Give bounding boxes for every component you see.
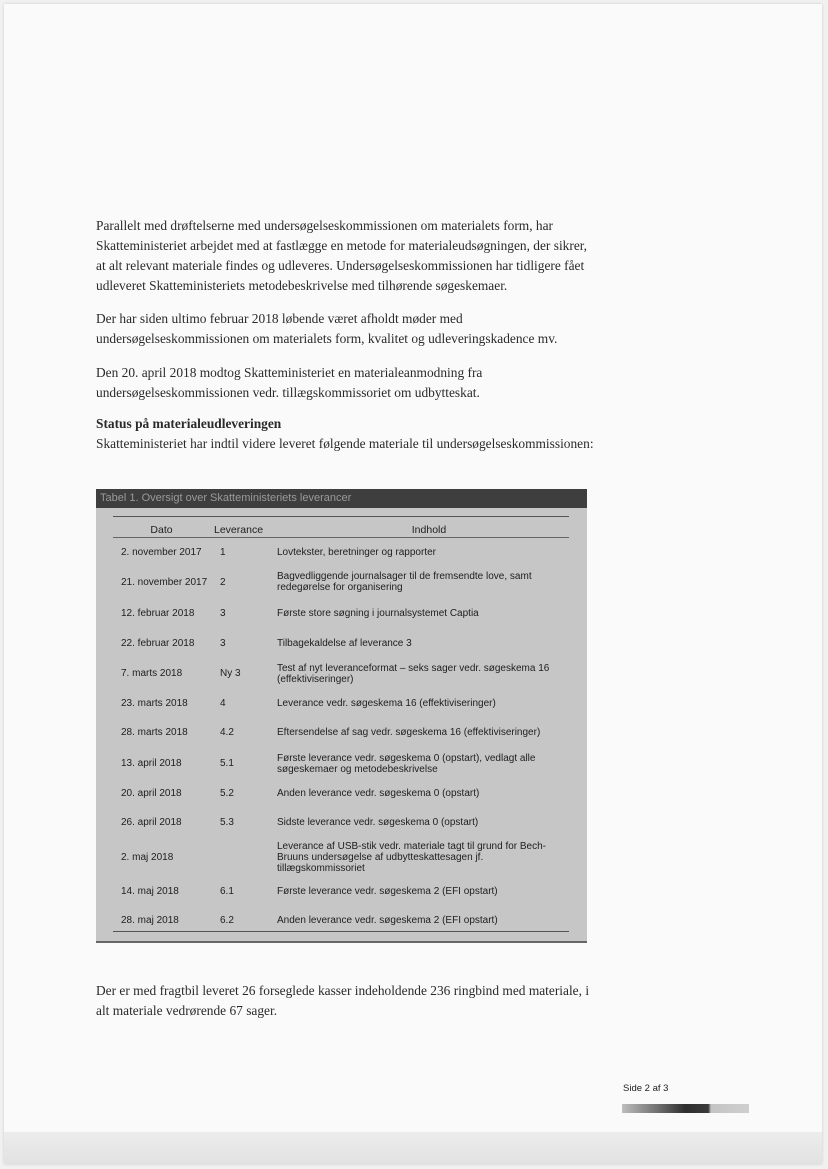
table-row [113, 837, 569, 877]
cell-content: Første store søgning i journalsystemet Captia [277, 607, 479, 619]
cell-date: 12. februar 2018 [121, 607, 195, 619]
cell-date: 13. april 2018 [121, 758, 182, 769]
table-row [113, 717, 569, 748]
paragraph-leveret: Skatteministeriet har indtil videre leveret følgende materiale til undersøgelseskommissionen: [96, 436, 594, 451]
cell-date: 2. november 2017 [121, 546, 202, 558]
cell-content: Første leverance vedr. søgeskema 0 (opstart), vedlagt alle søgeskemaer og metodebeskrivelse [277, 752, 536, 775]
document-page [4, 4, 822, 1164]
cell-content: Lovtekster, beretninger og rapporter [277, 546, 436, 558]
paragraph-materialeanmodning: Den 20. april 2018 modtog Skatteministeriet en materialeanmodning fra undersøgelseskommissionen vedr. tillægskommissoriet om udbytteskat. [96, 365, 483, 400]
header-content: Indhold [411, 524, 447, 536]
cell-content: Leverance af USB-stik vedr. materiale tagt til grund for Bech-Bruuns undersøgelse af udbytteskattesagen jf. tillægskommissoriet [277, 840, 547, 874]
footer-progress-bar [622, 1104, 749, 1113]
cell-delivery: 2 [220, 576, 226, 588]
cell-delivery: 1 [220, 546, 226, 558]
paragraph-materialeudsoegning: Parallelt med drøftelserne med undersøgelseskommissionen om materialets form, har Skatteministeriet arbejdet med at fastlægge en metode for materialeudsøgningen, der sikrer, at alt relevant materiale findes og udleveres. Undersøgelseskommissionen har tidligere fået udleveret Skatteministeriets metodebeskrivelse med tilhørende søgeskemaer. [96, 218, 588, 293]
cell-delivery: 6.2 [220, 915, 234, 926]
cell-date: 14. maj 2018 [121, 886, 179, 897]
table-row [113, 538, 569, 566]
header-date: Dato [150, 524, 173, 536]
cell-delivery: 5.1 [220, 758, 234, 769]
cell-date: 28. marts 2018 [121, 727, 188, 738]
table-row [113, 748, 569, 779]
table-row [113, 877, 569, 906]
table-row [113, 689, 569, 717]
cell-delivery: Ny 3 [220, 668, 241, 679]
cell-date: 2. maj 2018 [121, 851, 174, 863]
table-bottom-rule [113, 931, 569, 932]
table-title: Tabel 1. Oversigt over Skatteministeriets leverancer [96, 489, 587, 508]
page-bottom-band [4, 1132, 822, 1164]
cell-date: 23. marts 2018 [121, 697, 188, 709]
cell-date: 26. april 2018 [121, 816, 182, 828]
deliveries-table-box [96, 489, 587, 943]
cell-delivery: 5.3 [220, 816, 234, 828]
cell-delivery: 6.1 [220, 886, 234, 897]
cell-content: Bagvedliggende journalsager til de fremsendte love, samt redegørelse for organisering [277, 571, 532, 593]
cell-delivery: 3 [220, 607, 226, 619]
table-row [113, 566, 569, 598]
deliveries-table [113, 516, 569, 935]
table-row [113, 658, 569, 689]
cell-content: Anden leverance vedr. søgeskema 0 (opstart) [277, 787, 480, 799]
header-delivery: Leverance [214, 524, 264, 536]
cell-content: Eftersendelse af sag vedr. søgeskema 16 (effektiviseringer) [277, 727, 541, 738]
table-row [113, 628, 569, 658]
cell-content: Test af nyt leveranceformat – seks sager vedr. søgeskema 16 (effektiviseringer) [277, 662, 550, 685]
paragraph-moeder: Der har siden ultimo februar 2018 løbende været afholdt møder med undersøgelseskommissionen om materialets form, kvalitet og udleveringskadence mv. [96, 311, 558, 346]
table-row [113, 807, 569, 837]
paragraph-fragtbil: Der er med fragtbil leveret 26 forseglede kasser indeholdende 236 ringbind med materiale, i alt materiale vedrørende 67 sager. [96, 983, 590, 1018]
cell-date: 7. marts 2018 [121, 668, 183, 679]
cell-delivery: 3 [220, 637, 226, 649]
cell-delivery: 4.2 [220, 727, 234, 738]
cell-content: Anden leverance vedr. søgeskema 2 (EFI opstart) [277, 915, 498, 926]
cell-content: Tilbagekaldelse af leverance 3 [277, 637, 412, 649]
cell-date: 28. maj 2018 [121, 915, 179, 926]
cell-date: 21. november 2017 [121, 576, 208, 588]
cell-content: Sidste leverance vedr. søgeskema 0 (opstart) [277, 816, 479, 828]
page-number: Side 2 af 3 [623, 1083, 669, 1094]
cell-delivery: 4 [220, 697, 226, 709]
cell-date: 20. april 2018 [121, 787, 182, 799]
cell-content: Leverance vedr. søgeskema 16 (effektiviseringer) [277, 697, 496, 709]
table-row [113, 598, 569, 628]
cell-date: 22. februar 2018 [121, 637, 195, 649]
table-header-row [113, 517, 569, 538]
section-heading-status: Status på materialeudleveringen [96, 416, 282, 431]
cell-content: Første leverance vedr. søgeskema 2 (EFI opstart) [277, 886, 498, 897]
table-row [113, 779, 569, 807]
cell-delivery: 5.2 [220, 787, 234, 799]
